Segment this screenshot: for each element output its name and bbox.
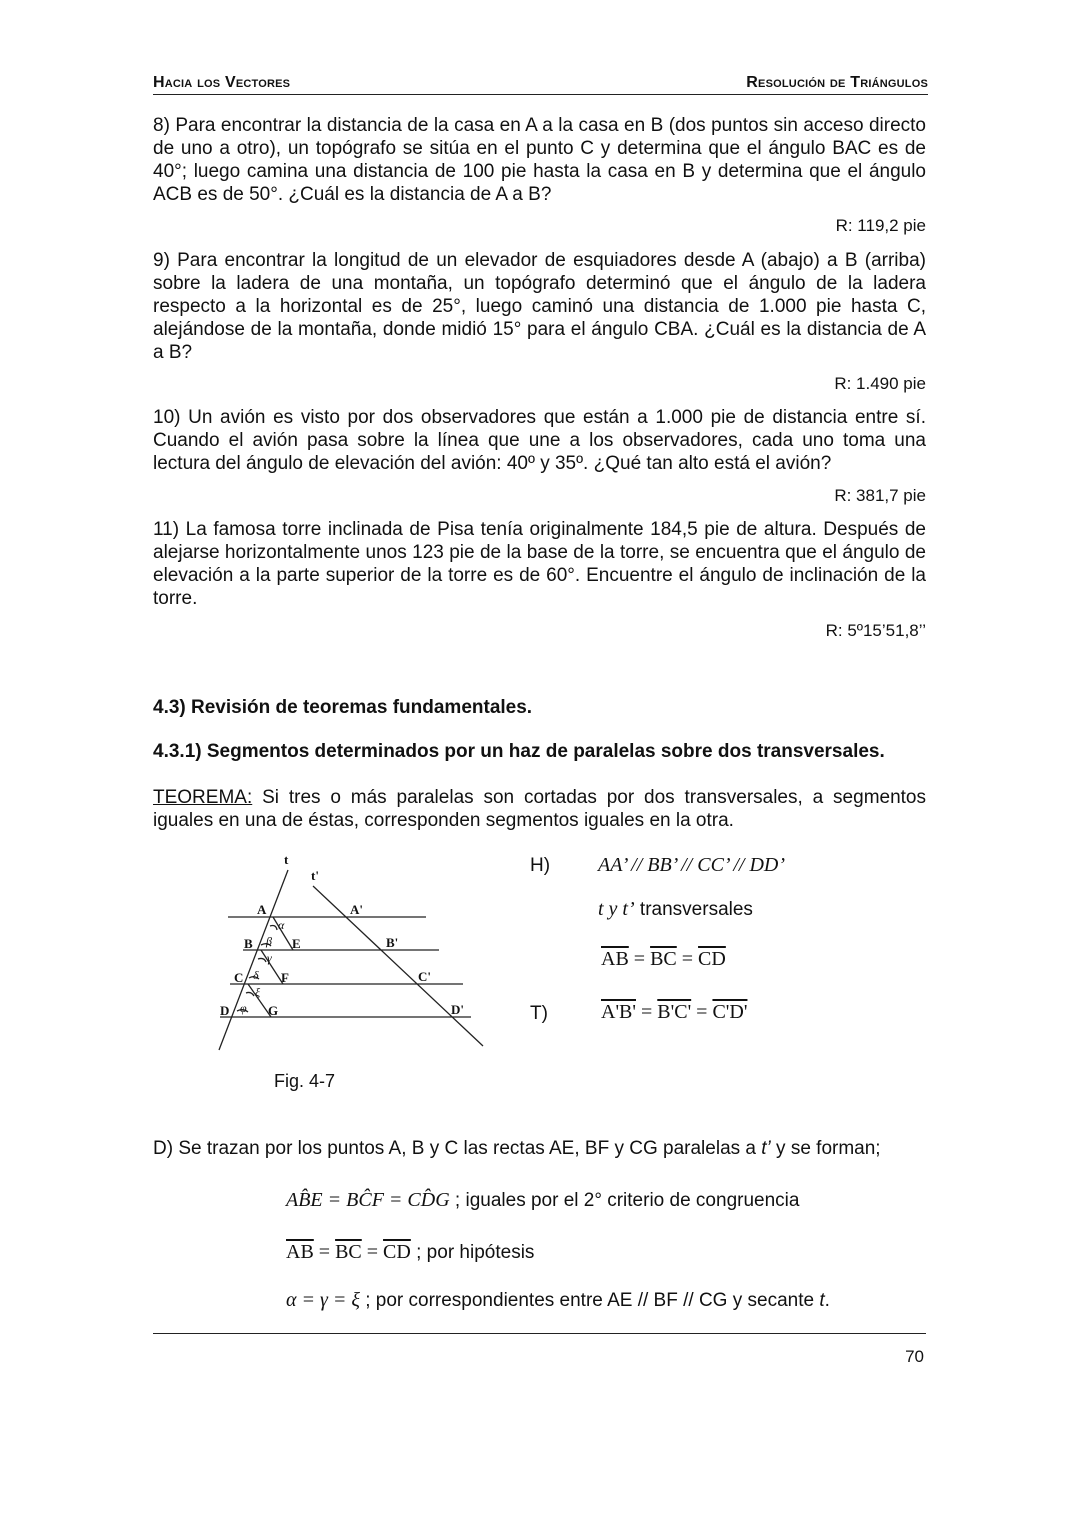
hypothesis-segments xyxy=(601,948,726,971)
hypothesis-label: H) xyxy=(530,855,551,876)
demo-seg-BC: $\overline{BC}$ xyxy=(335,1241,362,1263)
label-A2: A' xyxy=(350,902,363,917)
problem-10: 10) Un avión es visto por dos observadores que están a 1.000 pie de distancia entre sí. Cuando el avión pasa sobre la línea que une a los observadores, cada uno toma una lectura del ángulo de elevación del avión: 40º y 35º. ¿Qué tan alto está el avión? xyxy=(153,407,926,474)
section-title: 4.3) Revisión de teoremas fundamentales. xyxy=(153,697,533,718)
demo-angles: AB̂E = BĈF = CD̂G xyxy=(286,1189,450,1211)
answer-11: R: 5º15’51,8’’ xyxy=(825,621,926,640)
demo-intro-a: D) Se trazan por los puntos A, B y C las rectas AE, BF y CG paralelas a xyxy=(153,1138,762,1159)
label-D: D xyxy=(220,1003,230,1018)
demo-line-3-text-b: . xyxy=(824,1290,830,1311)
arc-gamma xyxy=(258,958,266,962)
label-G: G xyxy=(268,1003,279,1018)
thesis-label: T) xyxy=(530,1003,548,1024)
line-BF xyxy=(261,950,283,984)
seg-B2C2: B'C' xyxy=(657,1001,692,1023)
label-alpha: α xyxy=(278,918,285,932)
label-t2: t' xyxy=(311,868,319,883)
demo-greek: α = γ = ξ xyxy=(286,1289,360,1311)
hypothesis-t-symbols: t y t’ xyxy=(598,898,635,920)
eq-1: = xyxy=(628,948,651,970)
header-right: Resolución de Triángulos xyxy=(746,74,928,91)
eq-2: = xyxy=(676,948,699,970)
problem-11: 11) La famosa torre inclinada de Pisa tenía originalmente 184,5 pie de altura. Después de alejarse horizontalmente unos 123 pie de la base de la torre, se encuentra que el ángulo de elevación a la parte superior de la torre es de 60°. Encuentre el ángulo de inclinación de la torre. xyxy=(153,519,926,609)
label-phi: φ xyxy=(240,1001,247,1015)
demo-line-3 xyxy=(286,1289,830,1312)
answer-9: R: 1.490 pie xyxy=(834,374,926,393)
answer-8: R: 119,2 pie xyxy=(835,216,926,235)
demo-eq-1: = xyxy=(313,1241,336,1263)
figure-4-7 xyxy=(213,850,493,1055)
label-F: F xyxy=(281,970,289,985)
header-left: Hacia los Vectores xyxy=(153,74,291,91)
section-subtitle: 4.3.1) Segmentos determinados por un haz de paralelas sobre dos transversales. xyxy=(153,741,885,762)
page-number: 70 xyxy=(905,1347,924,1366)
label-C: C xyxy=(234,970,244,985)
seg-BC: $\overline{BC}$ xyxy=(650,948,677,970)
page-header xyxy=(153,72,928,95)
demo-line-1-text: ; iguales por el 2° criterio de congruencia xyxy=(449,1190,800,1211)
demo-line-1 xyxy=(286,1189,799,1212)
label-D2: D' xyxy=(451,1002,464,1017)
label-E: E xyxy=(292,936,301,951)
label-B2: B' xyxy=(386,935,399,950)
demo-line-3-t: t xyxy=(819,1290,825,1311)
eq-4: = xyxy=(691,1001,713,1023)
label-B: B xyxy=(244,936,253,951)
seg-C2D2: C'D' xyxy=(712,1001,748,1023)
hypothesis-transversals xyxy=(598,898,753,921)
theorem-tag: TEOREMA: xyxy=(153,787,253,808)
demo-intro-b: y se forman; xyxy=(770,1138,881,1159)
label-delta: δ xyxy=(253,968,259,982)
seg-A2B2: A'B' xyxy=(601,1001,636,1023)
demo-line-2-text: ; por hipótesis xyxy=(410,1242,535,1263)
answer-10: R: 381,7 pie xyxy=(834,486,926,505)
demo-eq-2: = xyxy=(361,1241,384,1263)
seg-CD: $\overline{CD}$ xyxy=(698,948,726,970)
eq-3: = xyxy=(636,1001,658,1023)
thesis-segments xyxy=(601,1001,747,1024)
label-C2: C' xyxy=(418,969,431,984)
figure-caption: Fig. 4-7 xyxy=(274,1071,336,1091)
label-gamma: γ xyxy=(267,951,272,965)
arc-xi xyxy=(246,992,254,996)
demo-intro-t: t’ xyxy=(761,1138,771,1159)
footer-rule xyxy=(153,1333,926,1334)
theorem xyxy=(153,786,926,832)
problem-9: 9) Para encontrar la longitud de un elevador de esquiadores desde A (abajo) a B (arriba) sobre la ladera de una montaña, un topógrafo determinó que el ángulo de la ladera respecto a la horizontal es de 25°, luego caminó una distancia de 1.000 pie hasta C, alejándose de la montaña, donde midió 15° para el ángulo CBA. ¿Cuál es la distancia de A a B? xyxy=(153,250,926,363)
transversal-t2 xyxy=(313,886,483,1046)
hypothesis-parallels: AA’ // BB’ // CC’ // DD’ xyxy=(598,854,786,876)
demo-line-3-text-a: ; por correspondientes entre AE // BF // CG y secante xyxy=(359,1290,820,1311)
arc-alpha xyxy=(270,926,277,931)
transversal-t xyxy=(219,870,288,1050)
demo-seg-AB: $\overline{AB}$ xyxy=(286,1241,314,1263)
theorem-text: Si tres o más paralelas son cortadas por dos transversales, a segmentos iguales en una de éstas, corresponden segmentos iguales en la otra. xyxy=(153,787,926,831)
seg-AB: $\overline{AB}$ xyxy=(601,948,629,970)
label-A: A xyxy=(257,902,267,917)
label-beta: β xyxy=(266,934,272,948)
label-t: t xyxy=(284,852,289,867)
demo-line-2 xyxy=(286,1241,534,1264)
hypothesis-transversals-text: transversales xyxy=(634,899,753,920)
label-xi: ξ xyxy=(255,985,261,999)
demo-intro xyxy=(153,1138,881,1160)
demo-seg-CD: $\overline{CD}$ xyxy=(383,1241,411,1263)
problem-8: 8) Para encontrar la distancia de la casa en A a la casa en B (dos puntos sin acceso directo de uno a otro), un topógrafo se sitúa en el punto C y determina que el ángulo BAC es de 40°; luego camina una distancia de 100 pie hasta la casa en B y determina que el ángulo ACB es de 50°. ¿Cuál es la distancia de A a B? xyxy=(153,115,926,205)
